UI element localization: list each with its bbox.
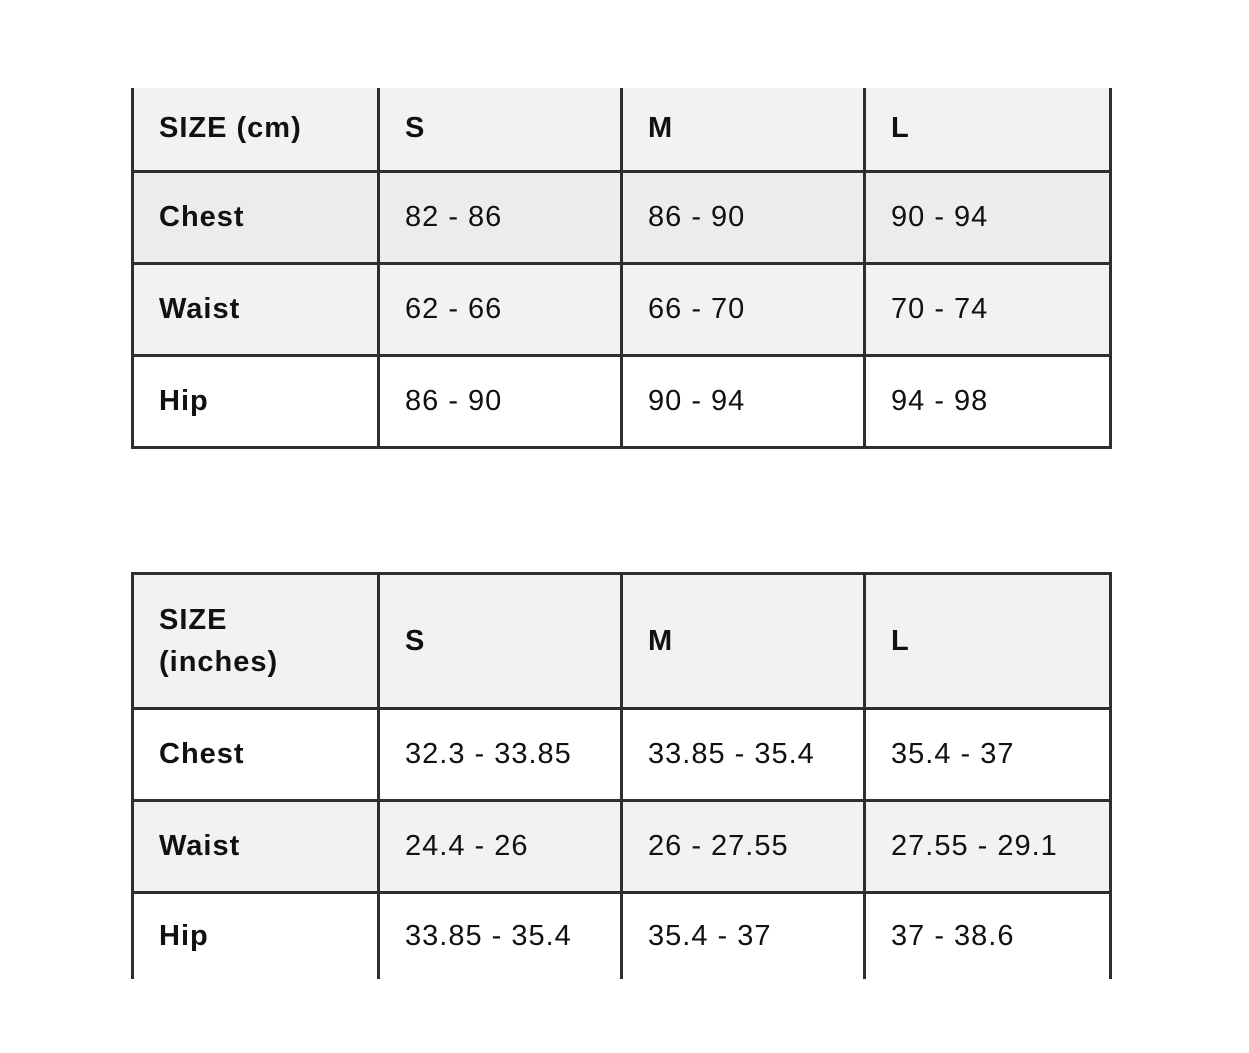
cell-value: 37 - 38.6 — [865, 893, 1111, 979]
cell-value: 86 - 90 — [622, 171, 865, 263]
cell-value: 86 - 90 — [379, 355, 622, 447]
header-size-line2: (inches) — [159, 646, 279, 678]
header-size-s: S — [379, 88, 622, 171]
header-size-cm: SIZE (cm) — [133, 88, 379, 171]
cell-value: 33.85 - 35.4 — [622, 709, 865, 801]
cell-value: 32.3 - 33.85 — [379, 709, 622, 801]
cell-value: 90 - 94 — [865, 171, 1111, 263]
cell-value: 82 - 86 — [379, 171, 622, 263]
cell-value: 35.4 - 37 — [865, 709, 1111, 801]
size-table-inches — [131, 572, 1112, 979]
cell-value: 26 - 27.55 — [622, 801, 865, 893]
cell-value: 33.85 - 35.4 — [379, 893, 622, 979]
row-label-hip: Hip — [133, 355, 379, 447]
header-size-l: L — [865, 574, 1111, 709]
header-size-m: M — [622, 574, 865, 709]
row-label-hip: Hip — [133, 893, 379, 979]
cell-value: 66 - 70 — [622, 263, 865, 355]
header-size-s: S — [379, 574, 622, 709]
row-label-chest: Chest — [133, 171, 379, 263]
header-size-line1: SIZE — [159, 604, 228, 636]
table-header-row — [133, 574, 1111, 709]
row-label-waist: Waist — [133, 801, 379, 893]
table-row — [133, 893, 1111, 979]
table-row — [133, 801, 1111, 893]
table-row — [133, 171, 1111, 263]
row-label-chest: Chest — [133, 709, 379, 801]
table-row — [133, 263, 1111, 355]
cell-value: 35.4 - 37 — [622, 893, 865, 979]
size-table-cm — [131, 88, 1112, 449]
row-label-waist: Waist — [133, 263, 379, 355]
cell-value: 24.4 - 26 — [379, 801, 622, 893]
table-row — [133, 355, 1111, 447]
cell-value: 27.55 - 29.1 — [865, 801, 1111, 893]
header-size-l: L — [865, 88, 1111, 171]
table-header-row — [133, 88, 1111, 171]
table-row — [133, 709, 1111, 801]
header-size-m: M — [622, 88, 865, 171]
cell-value: 90 - 94 — [622, 355, 865, 447]
cell-value: 62 - 66 — [379, 263, 622, 355]
cell-value: 94 - 98 — [865, 355, 1111, 447]
cell-value: 70 - 74 — [865, 263, 1111, 355]
header-size-inches — [133, 574, 379, 709]
